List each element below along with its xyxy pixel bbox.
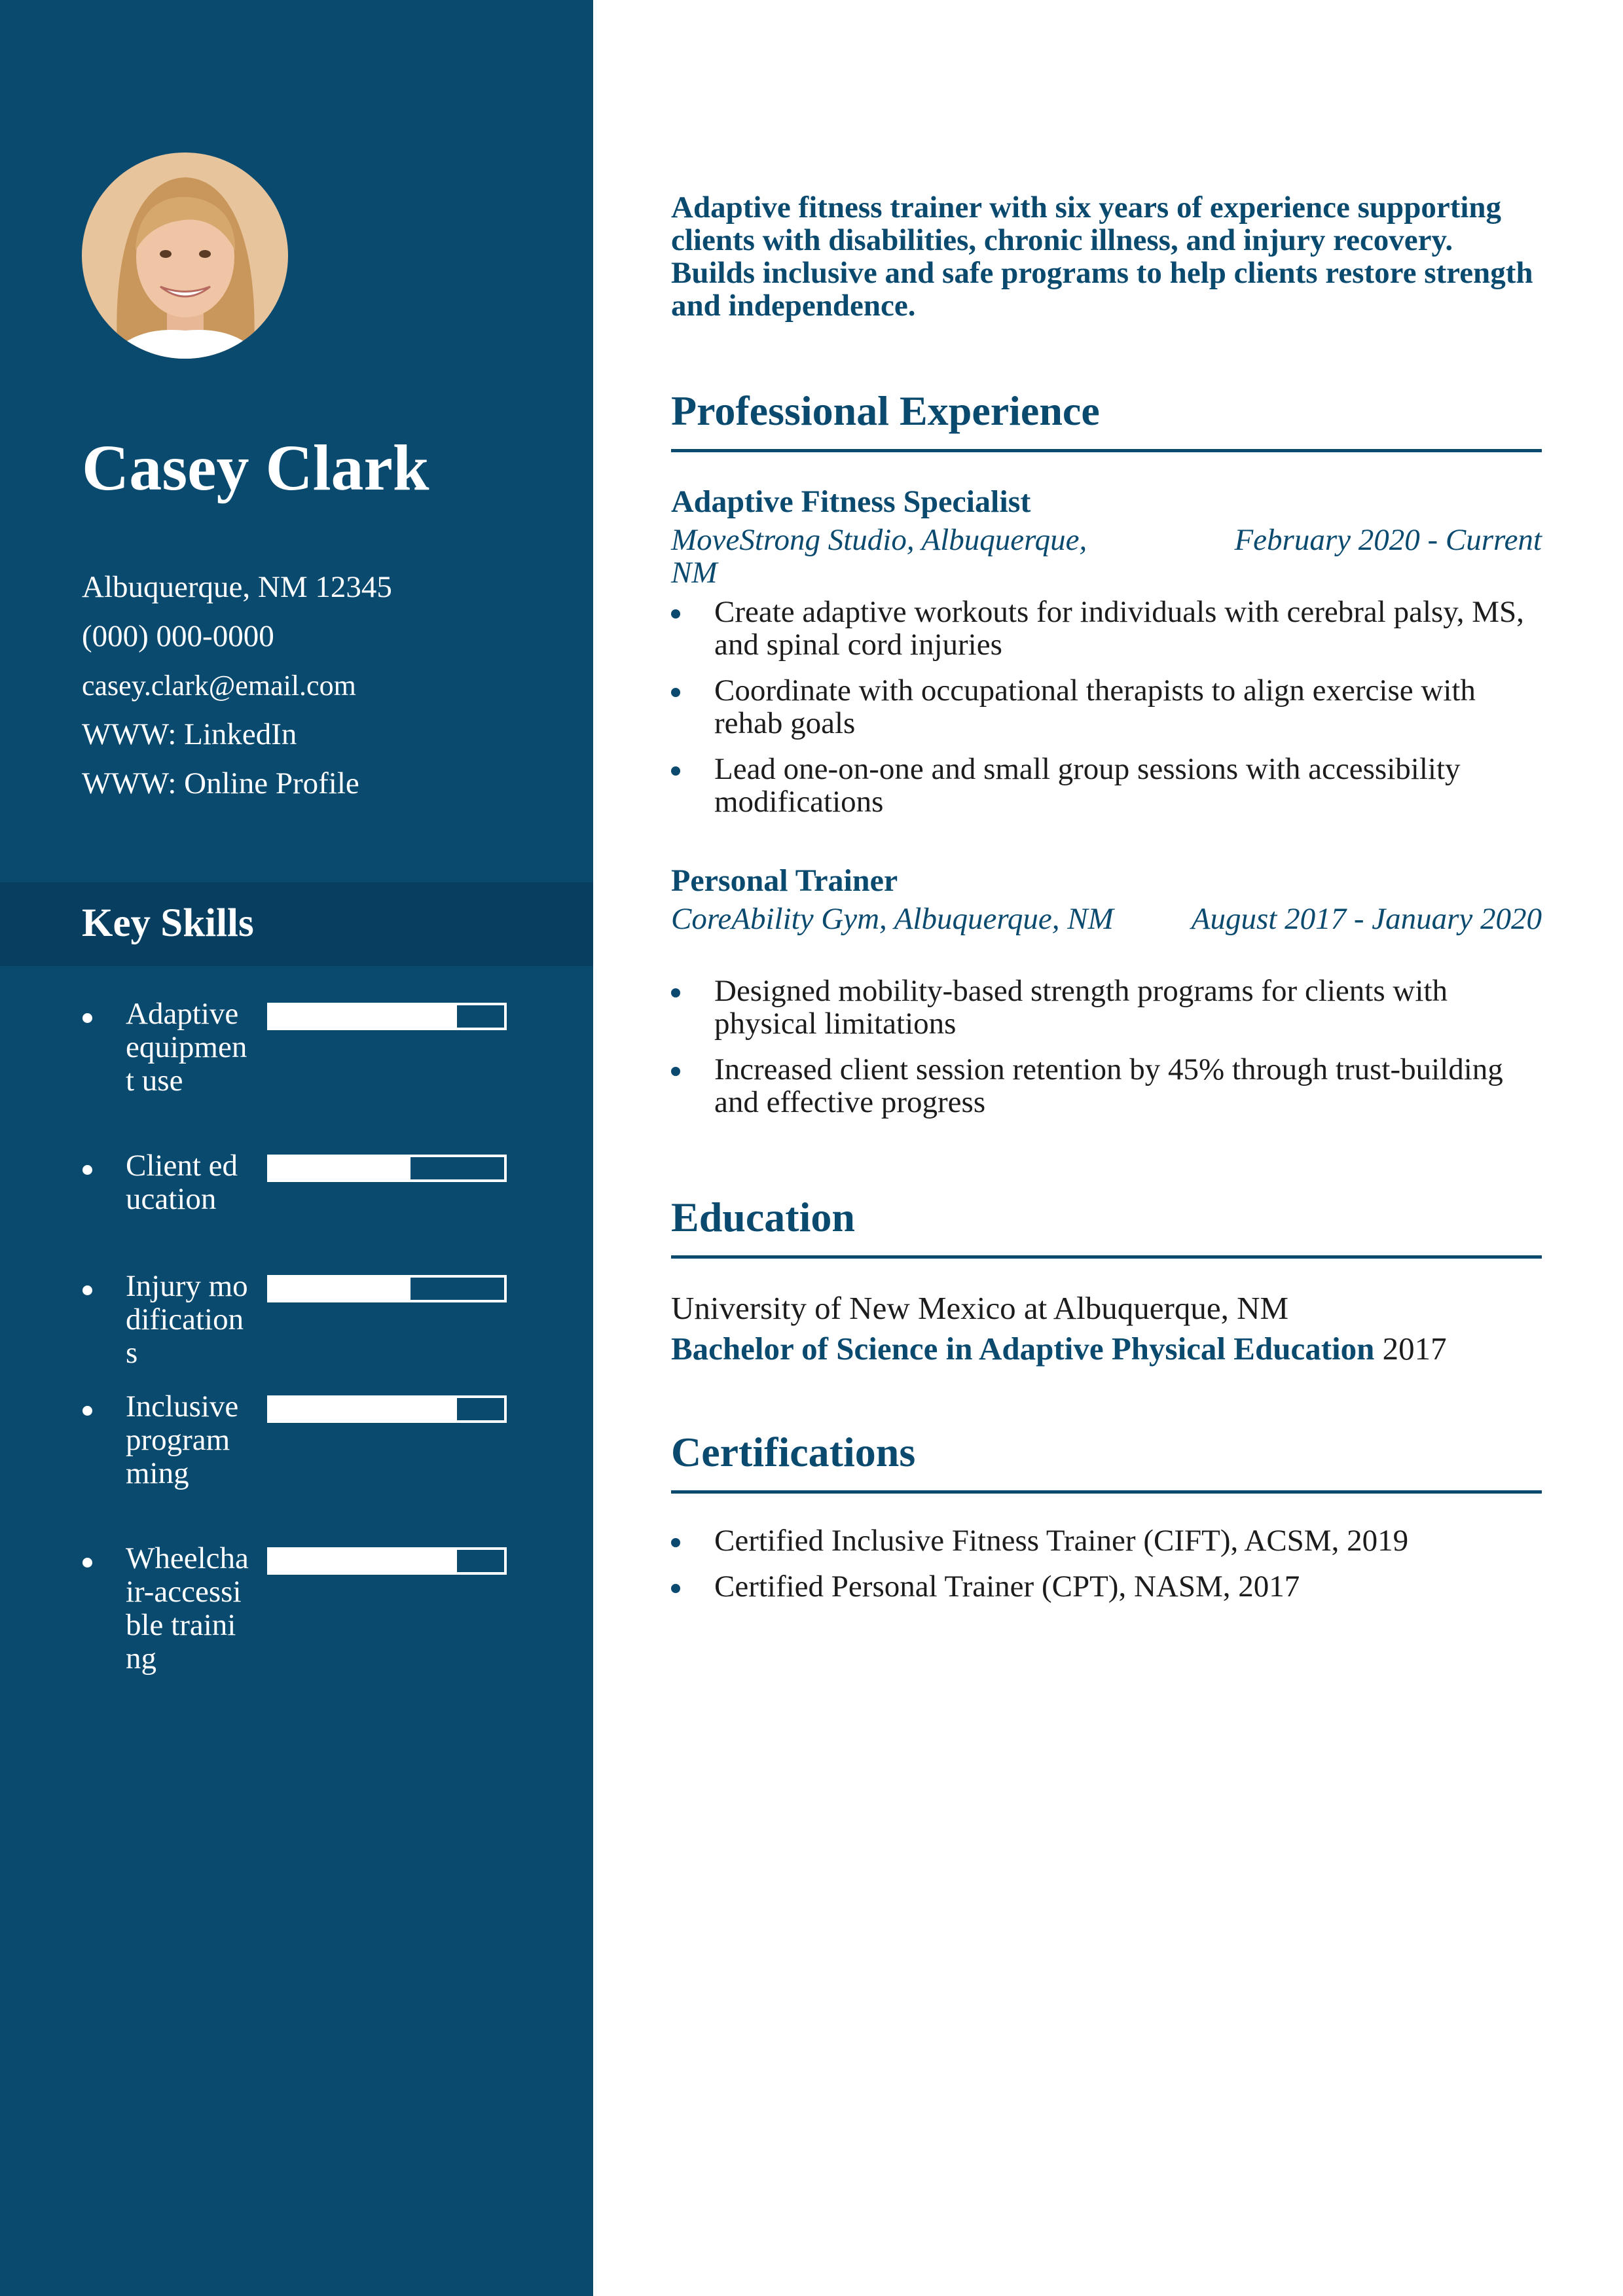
education-title: Education	[671, 1194, 855, 1240]
bullet-text: Certified Inclusive Fitness Trainer (CIFT), ACSM, 2019	[714, 1524, 1409, 1558]
list-item	[671, 975, 1542, 1040]
skill-label: Wheelchair-accessible training	[126, 1541, 249, 1676]
skill-level-bar	[267, 1547, 507, 1575]
job-meta	[671, 524, 1542, 589]
education-school: University of New Mexico at Albuquerque, NM	[671, 1290, 1289, 1326]
job-company: CoreAbility Gym, Albuquerque, NM	[671, 902, 1114, 936]
bullet-text: Coordinate with occupational therapists to align exercise with rehab goals	[714, 673, 1476, 740]
bullet-text: Increased client session retention by 45% through trust-building and effective progress	[714, 1052, 1503, 1119]
job-title: Personal Trainer	[671, 863, 898, 898]
job-bullets	[671, 975, 1542, 1119]
contact-email[interactable]: casey.clark@email.com	[82, 670, 356, 702]
skill-level-bar	[267, 1155, 507, 1182]
skill-level-bar	[267, 1003, 507, 1030]
job-meta	[671, 903, 1542, 968]
job-bullets	[671, 596, 1542, 818]
skill-label: Inclusive programming	[126, 1390, 239, 1490]
contact-address: Albuquerque, NM 12345	[82, 570, 392, 604]
skill-level-fill	[270, 1278, 410, 1300]
job-entry	[671, 861, 1542, 1132]
contact-block	[82, 563, 392, 808]
education-entry	[671, 1288, 1542, 1369]
bullet-icon	[671, 1538, 680, 1547]
bullet-text: Create adaptive workouts for individuals with cerebral palsy, MS, and spinal cord injuries	[714, 595, 1524, 662]
skill-label: Injury modifications	[126, 1269, 248, 1370]
list-item	[671, 1570, 1542, 1603]
sidebar	[0, 0, 593, 2296]
job-entry	[671, 482, 1542, 831]
experience-title: Professional Experience	[671, 387, 1100, 434]
list-item	[671, 1524, 1542, 1557]
bullet-icon	[671, 688, 680, 697]
list-item	[671, 674, 1542, 740]
skill-label: Adaptive equipment use	[126, 997, 247, 1098]
job-title: Adaptive Fitness Specialist	[671, 484, 1031, 519]
job-dates: August 2017 - January 2020	[1191, 902, 1542, 936]
skill-level-bar	[267, 1275, 507, 1302]
education-year: 2017	[1382, 1331, 1447, 1367]
section-divider	[671, 1490, 1542, 1494]
skill-level-fill	[270, 1398, 457, 1420]
bullet-icon	[671, 766, 680, 776]
list-item	[671, 1053, 1542, 1119]
bullet-icon	[671, 609, 680, 619]
bullet-icon	[82, 1406, 92, 1416]
professional-summary: Adaptive fitness trainer with six years of experience supporting clients with disabilities, chronic illness, and injury recovery. Builds inclusive and safe programs to help clients restore strength and independence.	[671, 190, 1533, 323]
list-item	[671, 753, 1542, 818]
candidate-name: Casey Clark	[82, 431, 429, 504]
skill-level-fill	[270, 1550, 457, 1572]
bullet-icon	[82, 1558, 92, 1568]
bullet-icon	[82, 1013, 92, 1023]
education-degree: Bachelor of Science in Adaptive Physical Education	[671, 1331, 1375, 1367]
bullet-icon	[671, 988, 680, 997]
skill-level-bar	[267, 1395, 507, 1423]
education-degree-line	[671, 1329, 1542, 1369]
contact-linkedin[interactable]: WWW: LinkedIn	[82, 717, 297, 751]
section-divider	[671, 1255, 1542, 1259]
bullet-text: Designed mobility-based strength programs for clients with physical limitations	[714, 974, 1448, 1041]
list-item	[671, 596, 1542, 661]
skill-level-fill	[270, 1005, 457, 1028]
skills-title: Key Skills	[82, 901, 254, 945]
bullet-icon	[671, 1584, 680, 1593]
profile-photo	[82, 152, 288, 359]
certifications-title: Certifications	[671, 1429, 916, 1475]
bullet-text: Lead one-on-one and small group sessions with accessibility modifications	[714, 752, 1461, 819]
bullet-icon	[82, 1165, 92, 1175]
skill-label: Client education	[126, 1149, 238, 1216]
cert-bullets	[671, 1524, 1542, 1603]
contact-phone: (000) 000-0000	[82, 619, 274, 653]
contact-online-profile[interactable]: WWW: Online Profile	[82, 766, 359, 800]
bullet-icon	[82, 1285, 92, 1295]
section-divider	[671, 449, 1542, 452]
bullet-icon	[671, 1067, 680, 1076]
certifications-list	[671, 1524, 1542, 1616]
bullet-text: Certified Personal Trainer (CPT), NASM, 2017	[714, 1570, 1300, 1604]
skill-level-fill	[270, 1157, 410, 1179]
job-dates: February 2020 - Current	[1234, 523, 1542, 557]
job-company: MoveStrong Studio, Albuquerque, NM	[671, 523, 1087, 590]
